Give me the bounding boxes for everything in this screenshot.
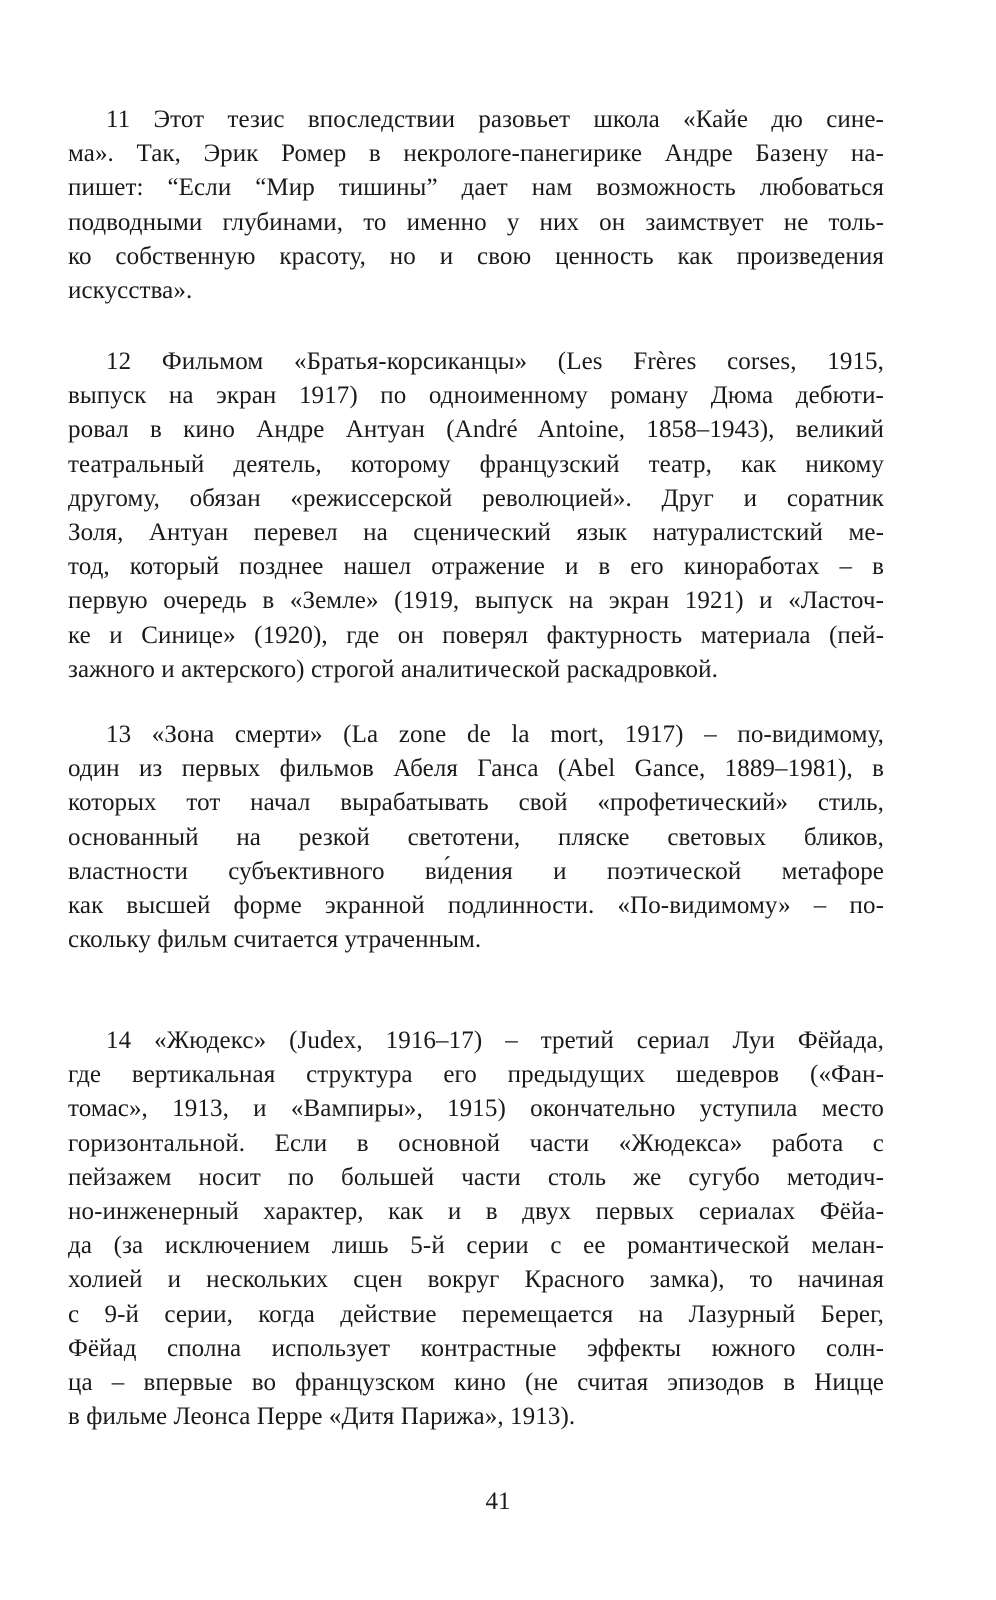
footnote-12 [68, 345, 884, 687]
text-line: другому, обязан «режиссерской революцией». Друг и соратник [68, 484, 884, 512]
text-line: Фёйад сполна использует контрастные эффекты южного солн- [68, 1334, 884, 1362]
text-line: ровал в кино Андре Антуан (André Antoine, 1858–1943), великий [68, 416, 884, 444]
footnote-13 [68, 718, 884, 957]
text-line: пишет: “Если “Мир тишины” дает нам возможность любоваться [68, 174, 884, 202]
text-line: тод, который позднее нашел отражение и в его киноработах – в [68, 553, 884, 581]
text-line: властности субъективного ви́дения и поэтической метафоре [68, 857, 884, 885]
text-line: первую очередь в «Земле» (1919, выпуск на экран 1921) и «Ласточ- [68, 587, 884, 615]
page-number: 41 [485, 1488, 511, 1515]
text-line: где вертикальная структура его предыдущих шедевров («Фан- [68, 1061, 884, 1089]
text-line: театральный деятель, которому французский театр, как никому [68, 450, 884, 478]
text-line: но-инженерный характер, как и в двух первых сериалах Фёйа- [68, 1197, 884, 1225]
text-line: подводными глубинами, то именно у них он заимствует не толь- [68, 208, 884, 236]
text-line: томас», 1913, и «Вампиры», 1915) окончательно уступила место [68, 1095, 884, 1123]
text-line: с 9-й серии, когда действие перемещается на Лазурный Берег, [68, 1300, 884, 1328]
text-line: как высшей форме экранной подлинности. «По-видимому» – по- [68, 891, 884, 919]
text-line: да (за исключением лишь 5-й серии с ее романтической мелан- [68, 1232, 884, 1260]
text-line: 13 «Зона смерти» (La zone de la mort, 1917) – по-видимому, [106, 721, 884, 748]
text-line: один из первых фильмов Абеля Ганса (Abel Gance, 1889–1981), в [68, 755, 884, 783]
footnote-11 [68, 103, 884, 308]
text-line: которых тот начал вырабатывать свой «профетический» стиль, [68, 789, 884, 817]
text-line: основанный на резкой светотени, пляске световых бликов, [68, 823, 884, 851]
text-line: ке и Синице» (1920), где он поверял фактурность материала (пей- [68, 621, 884, 649]
text-line: выпуск на экран 1917) по одноименному роману Дюма дебюти- [68, 382, 884, 410]
text-line: 14 «Жюдекс» (Judex, 1916–17) – третий сериал Луи Фёйада, [106, 1027, 884, 1054]
text-line: ма». Так, Эрик Ромер в некрологе-панегирике Андре Базену на- [68, 140, 884, 168]
text-line: холией и нескольких сцен вокруг Красного замка), то начиная [68, 1266, 884, 1294]
text-line: 11 Этот тезис впоследствии разовьет школа «Кайе дю сине- [106, 106, 884, 133]
text-line: ко собственную красоту, но и свою ценность как произведения [68, 242, 884, 270]
text-line: Золя, Антуан перевел на сценический язык натуралистский ме- [68, 518, 884, 546]
text-line: искусства». [68, 276, 193, 304]
text-line: в фильме Леонса Перре «Дитя Парижа», 1913). [68, 1403, 576, 1431]
text-line: скольку фильм считается утраченным. [68, 926, 482, 954]
text-line: зажного и актерского) строгой аналитической раскадровкой. [68, 655, 718, 683]
text-line: ца – впервые во французском кино (не считая эпизодов в Ницце [68, 1368, 884, 1396]
text-line: пейзажем носит по большей части столь же сугубо методич- [68, 1163, 884, 1191]
text-line: 12 Фильмом «Братья-корсиканцы» (Les Frères corses, 1915, [106, 348, 884, 375]
text-line: горизонтальной. Если в основной части «Жюдекса» работа с [68, 1129, 884, 1157]
footnote-14 [68, 1024, 884, 1434]
